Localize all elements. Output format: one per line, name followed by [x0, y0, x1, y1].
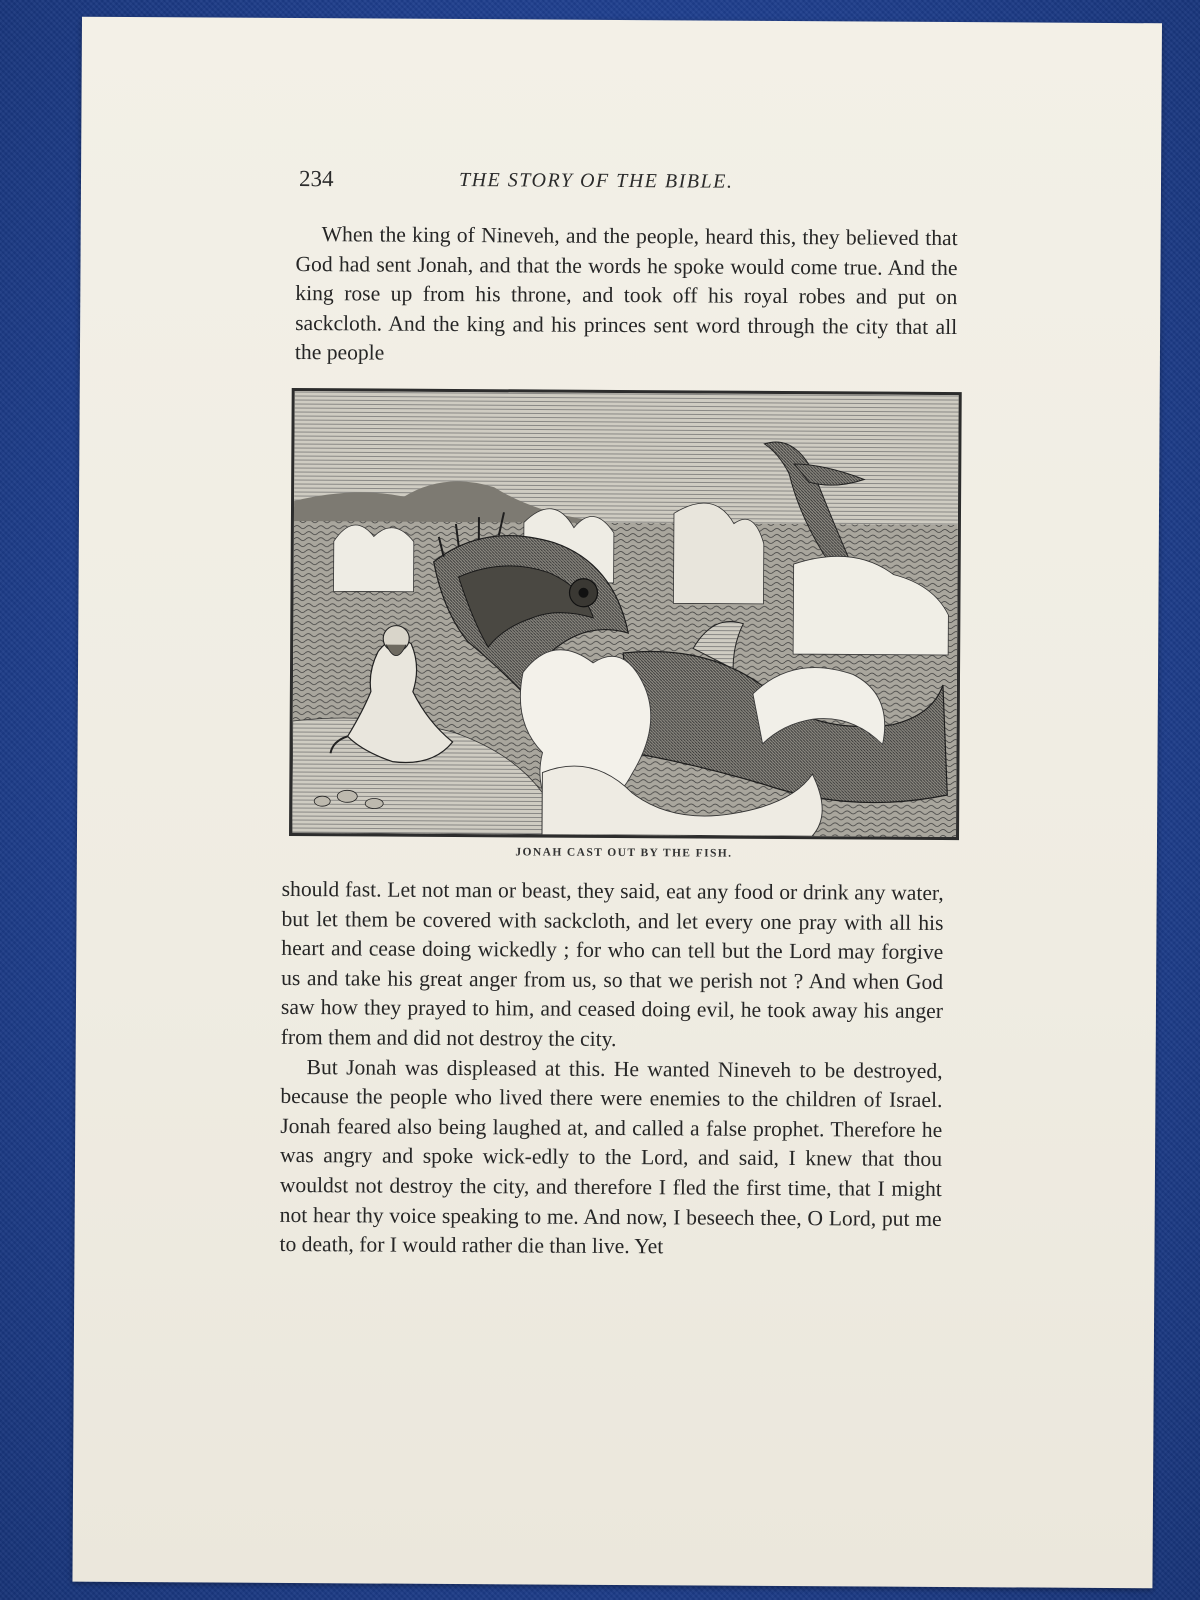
top-text-block: [295, 220, 958, 372]
bottom-paragraph-2: But Jonah was displeased at this. He wanted Nineveh to be destroyed, because the people who lived there were enemies to the children of Israel. Jonah feared also being laughed at, and called a false prophet. Therefore he was angry and spoke wick-edly to the Lord, and said, I knew that thou wouldst not destroy the city, and therefore I fled the first time, that I might not hear thy voice speaking to me. And now, I beseech thee, O Lord, put me to death, for I would rather die than live. Yet: [279, 1054, 943, 1259]
page-header: [299, 166, 959, 200]
running-title: THE STORY OF THE BIBLE.: [458, 169, 734, 193]
top-paragraph: When the king of Nineveh, and the people, heard this, they believed that God had sent Jonah, and that the words he spoke would come true. And the king rose up from his throne, and took off his royal robes and put on sackcloth. And the king and his princes sent word through the city that all the people: [294, 222, 958, 365]
illustration-caption: JONAH CAST OUT BY THE FISH.: [515, 846, 733, 860]
book-page: [72, 17, 1162, 1589]
engraving-illustration: [289, 388, 962, 840]
page-number: 234: [298, 166, 334, 192]
bottom-text-block: [279, 875, 943, 1264]
jonah-and-fish-engraving: [292, 391, 959, 837]
bottom-paragraph-1: should fast. Let not man or beast, they said, eat any food or drink any water, but let them be covered with sackcloth, and let every one pray with all his heart and cease doing wickedly ; for who can tell but the Lord may forgive us and take his great anger from us, so that we perish not ? And when God saw how they prayed to him, and ceased doing evil, he took away his anger from them and did not destroy the city.: [280, 876, 944, 1051]
